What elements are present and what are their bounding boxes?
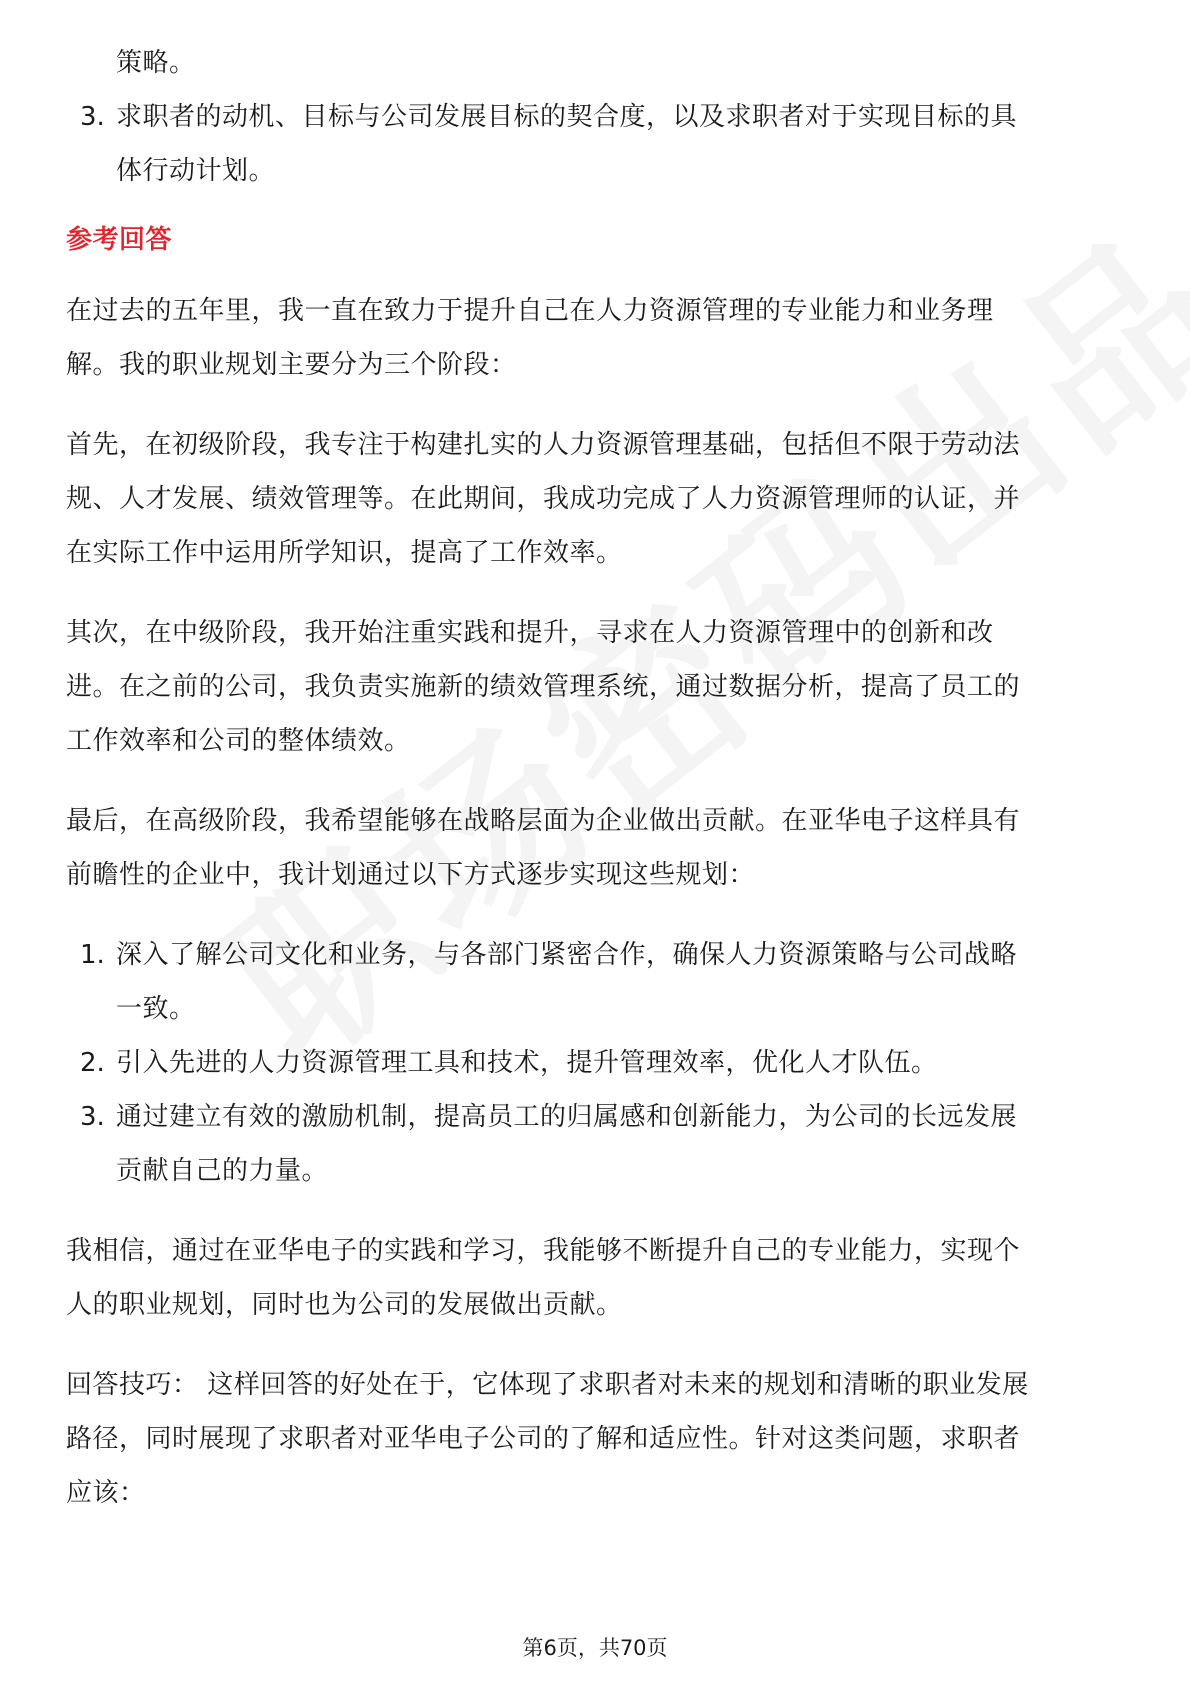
list-item-3-number: 3. bbox=[80, 102, 105, 132]
paragraph-6-line-2: 路径，同时展现了求职者对亚华电子公司的了解和适应性。针对这类问题，求职者 bbox=[66, 1424, 1021, 1454]
list-item-3-line-1: 求职者的动机、目标与公司发展目标的契合度，以及求职者对于实现目标的具 bbox=[116, 102, 1018, 132]
plan-item-1-line-2: 一致。 bbox=[116, 994, 196, 1024]
paragraph-1-line-1: 在过去的五年里，我一直在致力于提升自己在人力资源管理的专业能力和业务理 bbox=[66, 296, 994, 326]
paragraph-2-line-3: 在实际工作中运用所学知识，提高了工作效率。 bbox=[66, 538, 623, 568]
paragraph-3-line-1: 其次，在中级阶段，我开始注重实践和提升，寻求在人力资源管理中的创新和改 bbox=[66, 618, 994, 648]
list-item-3-line-2: 体行动计划。 bbox=[116, 156, 276, 186]
paragraph-3-line-2: 进。在之前的公司，我负责实施新的绩效管理系统，通过数据分析，提高了员工的 bbox=[66, 672, 1021, 702]
plan-item-3-number: 3. bbox=[80, 1102, 105, 1132]
paragraph-4-line-2: 前瞻性的企业中，我计划通过以下方式逐步实现这些规划： bbox=[66, 860, 756, 890]
list-item-2-tail: 策略。 bbox=[116, 48, 196, 78]
paragraph-4-line-1: 最后，在高级阶段，我希望能够在战略层面为企业做出贡献。在亚华电子这样具有 bbox=[66, 806, 1021, 836]
paragraph-3-line-3: 工作效率和公司的整体绩效。 bbox=[66, 726, 411, 756]
paragraph-5-line-1: 我相信，通过在亚华电子的实践和学习，我能够不断提升自己的专业能力，实现个 bbox=[66, 1236, 1021, 1266]
paragraph-2-line-2: 规、人才发展、绩效管理等。在此期间，我成功完成了人力资源管理师的认证，并 bbox=[66, 484, 1021, 514]
paragraph-5-line-2: 人的职业规划，同时也为公司的发展做出贡献。 bbox=[66, 1290, 623, 1320]
plan-item-1-number: 1. bbox=[80, 940, 105, 970]
paragraph-2-line-1: 首先，在初级阶段，我专注于构建扎实的人力资源管理基础，包括但不限于劳动法 bbox=[66, 430, 1021, 460]
paragraph-6-line-1: 回答技巧： 这样回答的好处在于，它体现了求职者对未来的规划和清晰的职业发展 bbox=[66, 1370, 1029, 1400]
plan-item-2-line-1: 引入先进的人力资源管理工具和技术，提升管理效率，优化人才队伍。 bbox=[116, 1048, 938, 1078]
section-heading: 参考回答 bbox=[66, 225, 173, 255]
plan-item-3-line-1: 通过建立有效的激励机制，提高员工的归属感和创新能力，为公司的长远发展 bbox=[116, 1102, 1018, 1132]
paragraph-6-line-3: 应该： bbox=[66, 1478, 146, 1508]
page-number: 第6页，共70页 bbox=[522, 1636, 668, 1660]
plan-item-3-line-2: 贡献自己的力量。 bbox=[116, 1156, 329, 1186]
plan-item-1-line-1: 深入了解公司文化和业务，与各部门紧密合作，确保人力资源策略与公司战略 bbox=[116, 940, 1018, 970]
plan-item-2-number: 2. bbox=[80, 1048, 105, 1078]
paragraph-1-line-2: 解。我的职业规划主要分为三个阶段： bbox=[66, 350, 517, 380]
